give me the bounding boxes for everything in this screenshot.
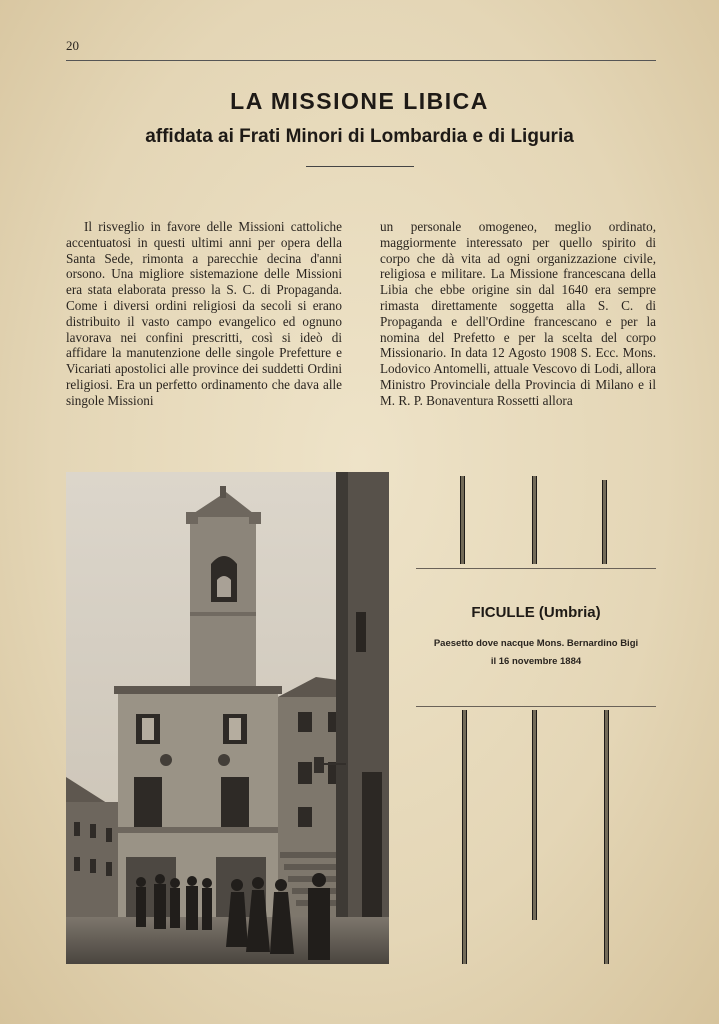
decorative-column-top-mid	[532, 476, 537, 564]
decorative-column-top-right	[602, 480, 607, 564]
place-name: FICULLE (Umbria)	[471, 604, 601, 621]
article-subtitle: affidata ai Frati Minori di Lombardia e di Liguria	[145, 126, 574, 147]
header-rule	[66, 60, 656, 61]
caption-rule-top	[416, 568, 656, 569]
page-number: 20	[66, 38, 79, 53]
article-title: LA MISSIONE LIBICA	[230, 88, 489, 114]
photo-ficulle	[66, 472, 389, 964]
decorative-column-bottom-mid	[532, 710, 537, 920]
caption-line-2: il 16 novembre 1884	[490, 656, 582, 667]
decorative-column-bottom-right	[604, 710, 609, 964]
text-column-left: Il risveglio in favore delle Missioni cattoliche accentuatosi in questi ultimi anni per opera della Santa Sede, rimonta a parecchie decina d'anni orsono. Una migliore sistemazione delle Missioni era stata elaborata presso la S. C. di Propaganda. Come i diversi ordini religiosi da secoli si erano distribuito il vasto campo evangelico ed ognuno lavorava nei confini prescritti, così si ideò di affidare la manutenzione delle singole Prefetture e Vicariati apostolici alle province dei suddetti Ordini religiosi. Era un perfetto ordinamento che dava alle singole Missioni	[66, 219, 342, 408]
title-rule	[306, 166, 414, 167]
decorative-column-bottom-left	[462, 710, 467, 964]
caption-line-1: Paesetto dove nacque Mons. Bernardino Bigi	[433, 638, 639, 649]
decorative-column-top-left	[460, 476, 465, 564]
text-column-right: un personale omogeneo, meglio ordinato, maggiormente interessato per quello spirito di corpo che dà vita ad ogni organizzazione civile, religiosa e militare. La Missione francescana della Libia che ebbe origine sin dal 1640 era sempre rimasta direttamente soggetta alla S. C. di Propaganda e dell'Ordine francescano e per la nomina del Prefetto e per la scelta del corpo Missionario. In data 12 Agosto 1908 S. Ecc. Mons. Lodovico Antomelli, attuale Vescovo di Lodi, allora Ministro Provinciale della Provincia di Milano e il M. R. P. Bonaventura Rossetti allora	[380, 219, 656, 408]
caption-rule-bottom	[416, 706, 656, 707]
caption-box	[416, 470, 656, 966]
